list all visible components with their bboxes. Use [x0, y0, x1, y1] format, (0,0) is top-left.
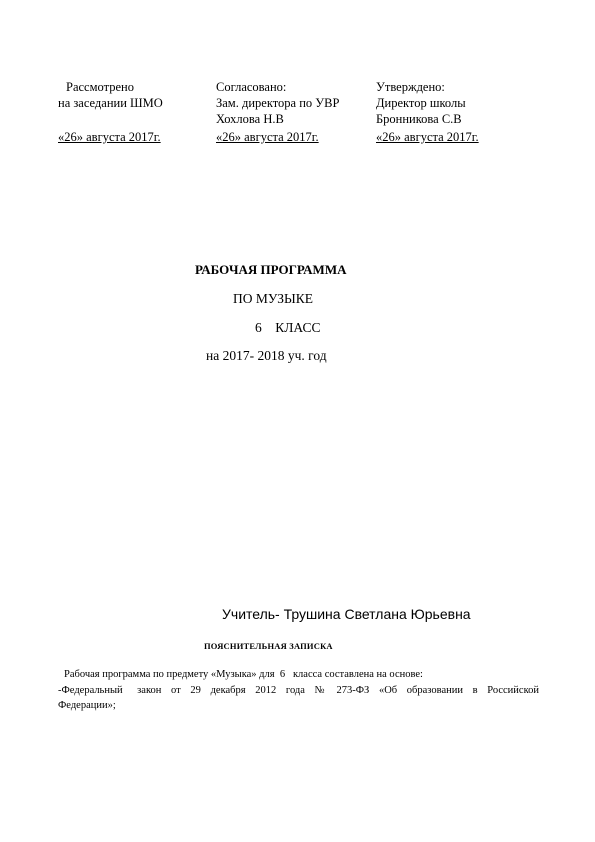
reviewed-label: Рассмотрено	[66, 80, 134, 94]
agreed-label: Согласовано:	[216, 80, 287, 94]
agreed-name: Хохлова Н.В	[216, 112, 284, 126]
reviewed-date: «26» августа 2017г.	[58, 130, 161, 144]
program-title: РАБОЧАЯ ПРОГРАММА	[195, 262, 347, 277]
teacher-name: Учитель- Трушина Светлана Юрьевна	[222, 606, 471, 622]
agreed-date: «26» августа 2017г.	[216, 130, 319, 144]
note-law-line-1: -Федеральный закон от 29 декабря 2012 года № 273-ФЗ «Об образовании в Российской	[58, 685, 539, 696]
reviewed-body: на заседании ШМО	[58, 96, 163, 110]
approved-date: «26» августа 2017г.	[376, 130, 479, 144]
approved-name: Бронникова С.В	[376, 112, 462, 126]
note-intro: Рабочая программа по предмету «Музыка» для 6 класса составлена на основе:	[64, 669, 423, 680]
note-law-line-2: Федерации»;	[58, 700, 116, 711]
agreed-position: Зам. директора по УВР	[216, 96, 340, 110]
subject-line: ПО МУЗЫКЕ	[233, 291, 314, 306]
note-heading: ПОЯСНИТЕЛЬНАЯ ЗАПИСКА	[204, 641, 333, 651]
grade-line: 6 КЛАСС	[255, 320, 321, 335]
approved-label: Утверждено:	[376, 80, 445, 94]
approved-position: Директор школы	[376, 96, 466, 110]
school-year: на 2017- 2018 уч. год	[206, 348, 327, 363]
